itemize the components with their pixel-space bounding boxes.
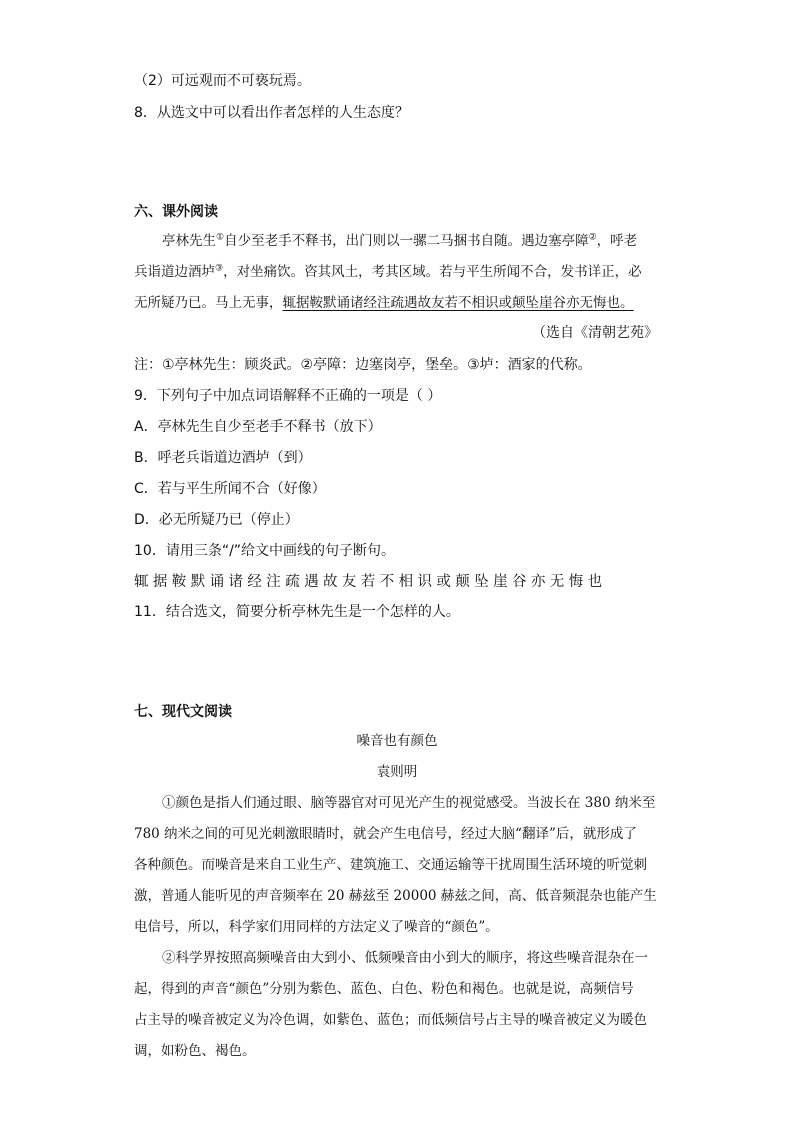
passage-6-line-2 [134,260,642,280]
passage-6-line-3 [134,291,634,311]
passage-text: 无所疑乃已。马上无事， [134,295,283,311]
paragraph-2-line-2: 起，得到的声音“颜色”分别为紫色、蓝色、白色、粉色和褐色。也就是说，高频信号 [134,981,634,997]
option-a: A．亭林先生自少至老手不释书（放下） [134,419,382,435]
passage-text: 亭林先生 [162,233,216,249]
passage-text: ，对坐痛饮。咨其风土，考其区域。若与平生所闻不合，发书详正，必 [223,264,642,280]
paragraph-2-line-3: 占主导的噪音被定义为冷色调，如紫色、蓝色；而低频信号占主导的噪音被定义为暖色 [134,1012,647,1028]
option-b: B．呼老兵诣道边酒垆（到） [134,450,312,466]
paragraph-1-line-5: 电信号，所以，科学家们用同样的方法定义了噪音的“颜色”。 [134,919,499,935]
passage-source: （选自《清朝艺苑》 [532,325,658,341]
underlined-sentence: 辄据鞍默诵诸经注疏遇故友若不相识或颠坠崖谷亦无悔也。 [282,295,634,311]
paragraph-1-line-1: ①颜色是指人们通过眼、脑等器官对可见光产生的视觉感受。当波长在 380 纳米至 [162,795,656,811]
passage-text: ，呼老 [596,233,638,249]
question-10: 10．请用三条“/”给文中画线的句子断句。 [134,543,396,559]
paragraph-1-line-4: 激，普通人能听见的声音频率在 20 赫兹至 20000 赫兹之间，高、低音频混杂也能产生 [134,888,657,904]
paragraph-2-line-4: 调，如粉色、褐色。 [134,1043,256,1059]
article-title: 噪音也有颜色 [356,733,438,749]
q7-item-2: （2）可远观而不可亵玩焉。 [134,73,311,89]
question-10-sentence: 辄据鞍默诵诸经注疏遇故友若不相识或颠坠崖谷亦无悔也 [134,574,607,590]
paragraph-2-line-1: ②科学界按照高频噪音由大到小、低频噪音由小到大的顺序，将这些噪音混杂在一 [162,950,648,966]
paragraph-1-line-3: 各种颜色。而噪音是来自工业生产、建筑施工、交通运输等干扰周围生活环境的听觉刺 [134,857,647,873]
passage-6-line-1 [162,229,637,249]
article-author: 袁则明 [376,764,418,780]
passage-text: 自少至老手不释书，出门则以一骡二马捆书自随。遇边塞亭障 [224,233,589,249]
question-11: 11．结合选文，简要分析亭林先生是一个怎样的人。 [134,604,460,620]
passage-text: 兵诣道边酒垆 [134,264,215,280]
question-9: 9．下列句子中加点词语解释不正确的一项是（ ） [134,388,442,404]
note-marker-2: ② [588,232,597,243]
section-6-heading: 六、课外阅读 [134,204,218,220]
option-d: D．必无所疑乃已（停止） [134,512,299,528]
section-7-heading: 七、现代文阅读 [134,704,232,720]
note-marker-1: ① [216,232,225,243]
option-c: C．若与平生所闻不合（好像） [134,481,326,497]
note-marker-3: ③ [215,263,224,274]
question-8: 8．从选文中可以看出作者怎样的人生态度？ [134,105,409,121]
annotation-note: 注：①亭林先生：顾炎武。②亭障：边塞岗亭，堡垒。③垆：酒家的代称。 [134,357,592,373]
paragraph-1-line-2: 780 纳米之间的可见光刺激眼睛时，就会产生电信号，经过大脑“翻译”后，就形成了 [134,826,637,842]
